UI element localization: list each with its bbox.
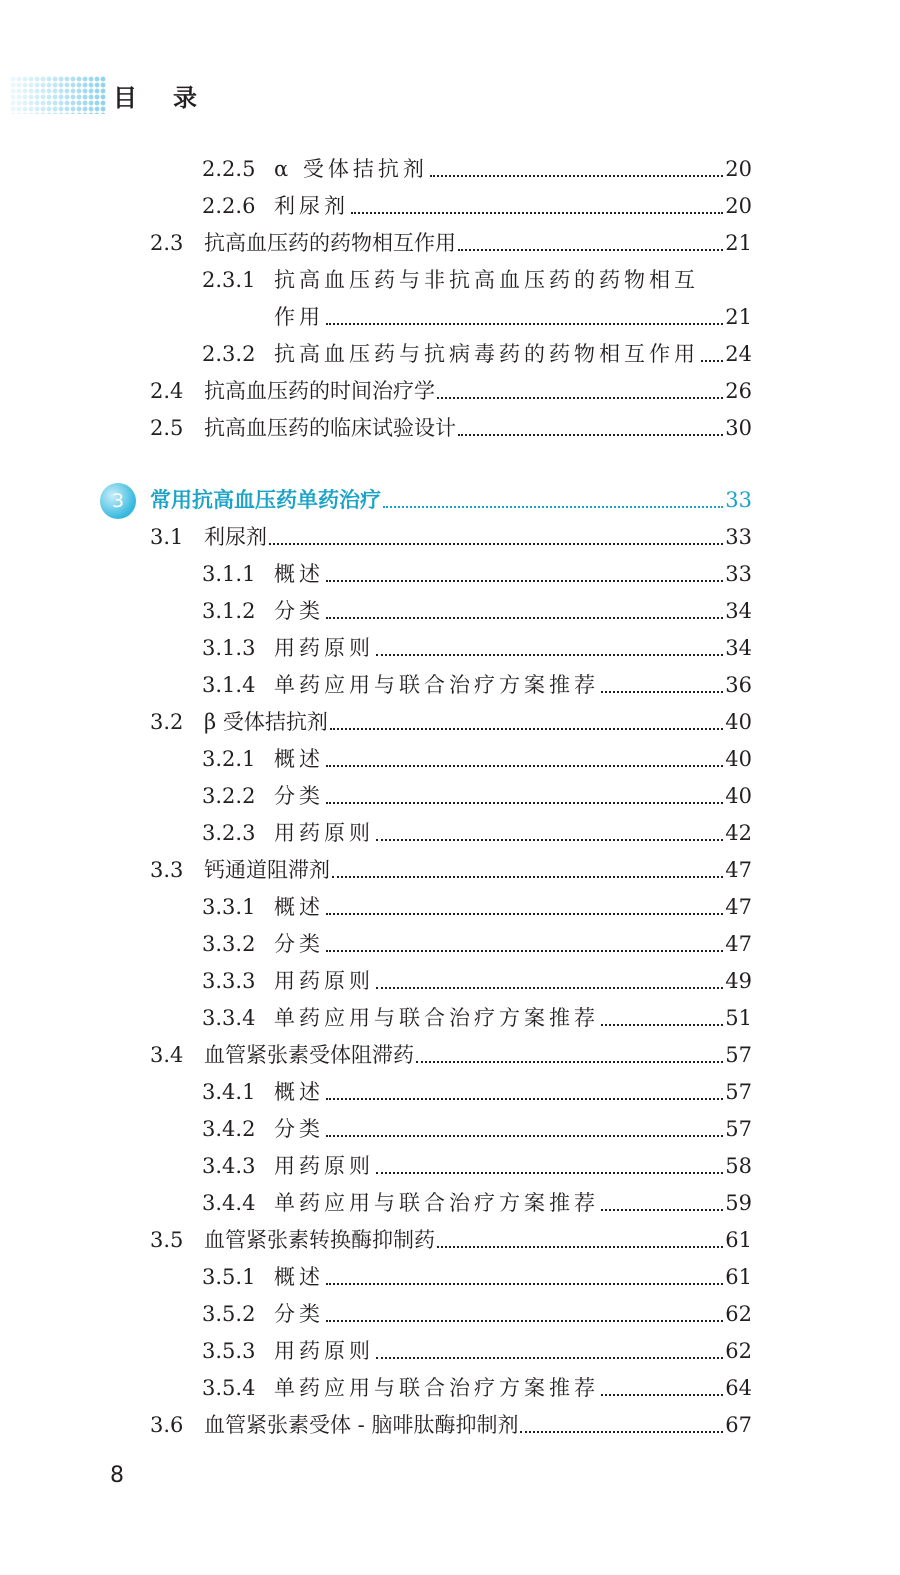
- dot-leader: [437, 397, 723, 399]
- dot-leader: [376, 1172, 723, 1174]
- toc-entry-line: [274, 816, 752, 850]
- dot-leader: [326, 1283, 723, 1285]
- header-dot-pattern: [10, 76, 106, 114]
- toc-entry-page: 40: [725, 747, 752, 771]
- toc-entry-page: 42: [725, 821, 752, 845]
- dot-leader: [376, 987, 723, 989]
- toc-entry-title: 分类: [274, 1117, 324, 1141]
- toc-entry-line: [274, 1075, 752, 1109]
- dot-leader: [601, 1024, 723, 1026]
- toc-entry-line: [274, 742, 752, 776]
- toc-entry-line: [274, 557, 752, 591]
- toc-entry-title: 钙通道阻滞剂: [204, 858, 330, 882]
- toc-entry-number: 3.1.3: [202, 636, 256, 660]
- dot-leader: [601, 1394, 723, 1396]
- toc-entry-number: 2.3: [150, 231, 184, 255]
- toc-entry-title: 用药原则: [274, 969, 374, 993]
- toc-entry-line: [274, 1001, 752, 1035]
- toc-entry-page: 57: [725, 1080, 752, 1104]
- toc-entry-number: 2.3.1: [202, 268, 256, 292]
- dot-leader: [326, 1135, 723, 1137]
- dot-leader: [601, 1209, 723, 1211]
- toc-entry-title: 分类: [274, 932, 324, 956]
- toc-entry[interactable]: [0, 1260, 900, 1294]
- toc-entry-number: 3.6: [150, 1413, 184, 1437]
- toc-entry-page: 26: [725, 379, 752, 403]
- toc-entry[interactable]: [0, 890, 900, 924]
- toc-entry-number: 3.2.1: [202, 747, 256, 771]
- toc-entry[interactable]: [0, 1408, 900, 1442]
- dot-leader: [326, 765, 723, 767]
- toc-entry-page: 47: [725, 895, 752, 919]
- toc-entry-page: 51: [725, 1006, 752, 1030]
- toc-entry-line: [274, 1149, 752, 1183]
- toc-entry-number: 3.4: [150, 1043, 184, 1067]
- toc-entry-page: 40: [725, 710, 752, 734]
- dot-leader: [326, 950, 723, 952]
- dot-leader: [376, 654, 723, 656]
- toc-entry[interactable]: [0, 1112, 900, 1146]
- toc-entry-title: 血管紧张素受体阻滞药: [204, 1043, 414, 1067]
- toc-entry-title: 抗高血压药的药物相互作用: [204, 231, 456, 255]
- toc-entry[interactable]: [0, 337, 900, 371]
- toc-entry-number: 3.4.4: [202, 1191, 256, 1215]
- toc-entry[interactable]: [0, 705, 900, 739]
- toc-entry[interactable]: [0, 668, 900, 702]
- toc-entry-number: 3.5.3: [202, 1339, 256, 1363]
- toc-entry-title: 用药原则: [274, 821, 374, 845]
- toc-entry-page: 62: [725, 1302, 752, 1326]
- dot-leader: [332, 876, 723, 878]
- toc-entry-title: β 受体拮抗剂: [204, 710, 328, 734]
- toc-entry-number: 3.2: [150, 710, 184, 734]
- toc-entry-line: [204, 1038, 752, 1072]
- toc-entry-line: [274, 927, 752, 961]
- toc-entry-page: 30: [725, 416, 752, 440]
- toc-entry-title: 血管紧张素转换酶抑制药: [204, 1228, 435, 1252]
- toc-entry-page: 34: [725, 636, 752, 660]
- toc-entry-title: 单药应用与联合治疗方案推荐: [274, 1191, 599, 1215]
- toc-entry[interactable]: [0, 1371, 900, 1405]
- toc-entry[interactable]: [0, 263, 900, 297]
- toc-entry-line: [274, 300, 752, 334]
- toc-entry[interactable]: [0, 1038, 900, 1072]
- toc-entry-number: 3.3.3: [202, 969, 256, 993]
- toc-entry-title: 抗高血压药与非抗高血压药的药物相互: [274, 268, 699, 292]
- dot-leader: [326, 617, 723, 619]
- toc-entry-line: [204, 853, 752, 887]
- toc-entry-page: 61: [725, 1265, 752, 1289]
- toc-entry-page: 49: [725, 969, 752, 993]
- dot-leader: [383, 506, 723, 508]
- toc-entry-line: [204, 1408, 752, 1442]
- toc-entry-page: 21: [725, 305, 752, 329]
- dot-leader: [520, 1431, 723, 1433]
- dot-leader: [326, 1320, 723, 1322]
- toc-entry[interactable]: [0, 964, 900, 998]
- toc-entry-number: 2.4: [150, 379, 184, 403]
- toc-entry-title: 概述: [274, 562, 324, 586]
- toc-entry[interactable]: [0, 520, 900, 554]
- toc-entry-number: 2.3.2: [202, 342, 256, 366]
- toc-entry-page: 67: [725, 1413, 752, 1437]
- toc-entry-title: 概述: [274, 895, 324, 919]
- toc-entry-title: 抗高血压药的时间治疗学: [204, 379, 435, 403]
- dot-leader: [326, 580, 723, 582]
- toc-entry-page: 40: [725, 784, 752, 808]
- toc-entry-line: [204, 374, 752, 408]
- toc-entry[interactable]: [0, 189, 900, 223]
- toc-entry-page: 33: [725, 525, 752, 549]
- toc-entry-line: [274, 1112, 752, 1146]
- toc-entry-page: 24: [725, 342, 752, 366]
- dot-leader: [326, 802, 723, 804]
- toc-entry-number: 2.2.6: [202, 194, 256, 218]
- toc-entry[interactable]: [0, 1186, 900, 1220]
- toc-entry-number: 3.4.1: [202, 1080, 256, 1104]
- toc-entry-page: 64: [725, 1376, 752, 1400]
- toc-entry-number: 3.4.3: [202, 1154, 256, 1178]
- toc-entry[interactable]: [0, 1223, 900, 1257]
- toc-entry-title: 血管紧张素受体 - 脑啡肽酶抑制剂: [204, 1413, 519, 1437]
- toc-entry-line: [274, 152, 752, 186]
- dot-leader: [269, 543, 723, 545]
- toc-entry[interactable]: [0, 1334, 900, 1368]
- dot-leader: [326, 1098, 723, 1100]
- toc-entry-number: 3.1.2: [202, 599, 256, 623]
- toc-entry-title-continuation: 作用: [274, 305, 324, 329]
- toc-entry[interactable]: [0, 742, 900, 776]
- chapter-title: 常用抗高血压药单药治疗: [150, 488, 381, 512]
- dot-leader: [458, 249, 723, 251]
- toc-entry-title: 单药应用与联合治疗方案推荐: [274, 1006, 599, 1030]
- toc-entry[interactable]: [0, 816, 900, 850]
- dot-leader: [458, 434, 723, 436]
- toc-entry-number: 3.2.3: [202, 821, 256, 845]
- toc-entry-page: 36: [725, 673, 752, 697]
- toc-entry[interactable]: [0, 557, 900, 591]
- toc-entry-title: 利尿剂: [274, 194, 349, 218]
- toc-entry-number: 3.3.4: [202, 1006, 256, 1030]
- toc-entry[interactable]: [0, 631, 900, 665]
- toc-entry-line: [274, 337, 752, 371]
- toc-entry-continuation[interactable]: [0, 300, 900, 334]
- dot-leader: [330, 728, 723, 730]
- toc-entry-title: 单药应用与联合治疗方案推荐: [274, 1376, 599, 1400]
- dot-leader: [430, 175, 723, 177]
- toc-entry-page: 20: [725, 157, 752, 181]
- toc-entry-line: [150, 483, 752, 517]
- toc-entry-line: [274, 668, 752, 702]
- toc-entry-line: [274, 964, 752, 998]
- dot-leader: [376, 839, 723, 841]
- toc-entry-line: [274, 1186, 752, 1220]
- toc-entry-title: α 受体拮抗剂: [274, 157, 428, 181]
- toc-entry[interactable]: [0, 853, 900, 887]
- toc-entry-number: 3.5.4: [202, 1376, 256, 1400]
- toc-entry-number: 3.5.1: [202, 1265, 256, 1289]
- toc-entry[interactable]: [0, 226, 900, 260]
- toc-entry-line: [204, 411, 752, 445]
- toc-entry[interactable]: [0, 152, 900, 186]
- toc-chapter-entry[interactable]: [0, 483, 900, 517]
- toc-entry-number: 3.4.2: [202, 1117, 256, 1141]
- toc-entry-title: 概述: [274, 1265, 324, 1289]
- toc-entry-title: 用药原则: [274, 636, 374, 660]
- toc-entry-number: 3.3: [150, 858, 184, 882]
- toc-entry-page: 59: [725, 1191, 752, 1215]
- toc-entry-number: 2.2.5: [202, 157, 256, 181]
- toc-entry-page: 57: [725, 1043, 752, 1067]
- toc-entry-page: 62: [725, 1339, 752, 1363]
- dot-leader: [326, 913, 723, 915]
- toc-entry[interactable]: [0, 411, 900, 445]
- toc-entry-page: 61: [725, 1228, 752, 1252]
- toc-entry-line: [274, 1334, 752, 1368]
- dot-leader: [416, 1061, 723, 1063]
- toc-entry-page: 20: [725, 194, 752, 218]
- toc-entry-number: 3.5: [150, 1228, 184, 1252]
- dot-leader: [701, 360, 723, 362]
- page-number: 8: [110, 1463, 124, 1488]
- header-title: 目录: [113, 84, 233, 112]
- dot-leader: [376, 1357, 723, 1359]
- toc-entry-number: 3.1.1: [202, 562, 256, 586]
- toc-entry-page: 21: [725, 231, 752, 255]
- toc-entry-line: [204, 226, 752, 260]
- page-header: [0, 70, 400, 118]
- toc-entry[interactable]: [0, 927, 900, 961]
- toc-entry-number: 2.5: [150, 416, 184, 440]
- toc-entry[interactable]: [0, 1149, 900, 1183]
- toc-entry-page: 47: [725, 932, 752, 956]
- toc-entry-line: [274, 1260, 752, 1294]
- toc-entry[interactable]: [0, 594, 900, 628]
- toc-entry[interactable]: [0, 1075, 900, 1109]
- toc-entry-title: 单药应用与联合治疗方案推荐: [274, 673, 599, 697]
- toc-entry-page: 33: [725, 562, 752, 586]
- toc-entry[interactable]: [0, 1001, 900, 1035]
- toc-entry-page: 57: [725, 1117, 752, 1141]
- toc-entry-title: 分类: [274, 1302, 324, 1326]
- dot-leader: [601, 691, 723, 693]
- toc-entry-title: 用药原则: [274, 1154, 374, 1178]
- toc-entry[interactable]: [0, 374, 900, 408]
- toc-entry-number: 3.1: [150, 525, 184, 549]
- toc-entry-line: [274, 594, 752, 628]
- toc-entry-line: [274, 779, 752, 813]
- toc-entry-page: 34: [725, 599, 752, 623]
- toc-entry-title: 分类: [274, 784, 324, 808]
- chapter-number-badge: 3: [100, 483, 136, 519]
- toc-entry-number: 3.3.2: [202, 932, 256, 956]
- dot-leader: [351, 212, 723, 214]
- toc-entry-line: [204, 1223, 752, 1257]
- toc-entry-page: 47: [725, 858, 752, 882]
- toc-entry-title: 分类: [274, 599, 324, 623]
- toc-entry-number: 3.5.2: [202, 1302, 256, 1326]
- dot-leader: [326, 323, 723, 325]
- toc-entry-number: 3.2.2: [202, 784, 256, 808]
- toc-entry-title: 概述: [274, 1080, 324, 1104]
- toc-entry-number: 3.3.1: [202, 895, 256, 919]
- toc-entry-title: 用药原则: [274, 1339, 374, 1363]
- toc-entry-title: 概述: [274, 747, 324, 771]
- toc-entry-line: [274, 189, 752, 223]
- toc-entry-number: 3.1.4: [202, 673, 256, 697]
- toc-entry-page: 58: [725, 1154, 752, 1178]
- toc-entry[interactable]: [0, 779, 900, 813]
- toc-entry-line: [274, 1297, 752, 1331]
- toc-entry[interactable]: [0, 1297, 900, 1331]
- toc-entry-line: [204, 520, 752, 554]
- toc-entry-line: [274, 1371, 752, 1405]
- toc-entry-page: 33: [725, 488, 752, 512]
- toc-entry-line: [274, 890, 752, 924]
- dot-leader: [437, 1246, 723, 1248]
- toc-entry-title: 利尿剂: [204, 525, 267, 549]
- toc-entry-title: 抗高血压药与抗病毒药的药物相互作用: [274, 342, 699, 366]
- toc-entry-line: [204, 705, 752, 739]
- toc-entry-line: [274, 631, 752, 665]
- toc-entry-title: 抗高血压药的临床试验设计: [204, 416, 456, 440]
